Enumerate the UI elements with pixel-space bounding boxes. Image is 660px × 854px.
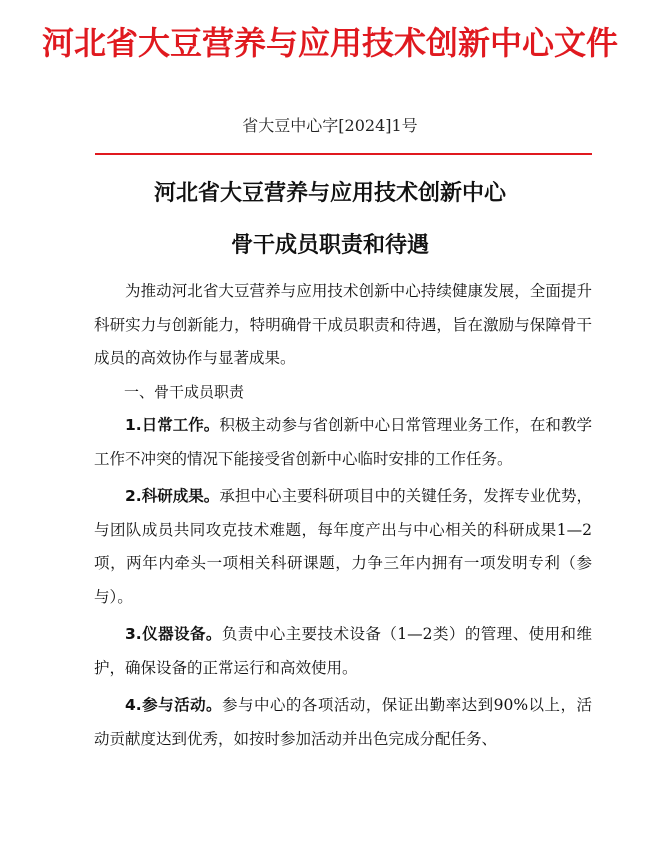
duty-item-2-lead: 2.科研成果。 [125, 487, 220, 505]
duty-item-4-lead: 4.参与活动。 [125, 696, 223, 714]
document-title-line-2: 骨干成员职责和待遇 [230, 232, 429, 258]
duty-item-2-text: 承担中心主要科研项目中的关键任务，发挥专业优势，与团队成员共同攻克技术难题，每年度产出与中心相关的科研成果1—2项，两年内牵头一项相关科研课题，力争三年内拥有一项发明专利（参与）。 [94, 487, 592, 606]
duty-item-2 [94, 480, 592, 614]
duty-item-4 [94, 689, 592, 756]
duty-item-1-lead: 1.日常工作。 [125, 416, 220, 434]
duty-item-3 [94, 618, 592, 685]
issuer-header-title: 河北省大豆营养与应用技术创新中心文件 [41, 24, 618, 62]
section-heading: 一、骨干成员职责 [124, 382, 245, 401]
red-divider-line [95, 153, 592, 155]
document-title-line-1: 河北省大豆营养与应用技术创新中心 [153, 180, 506, 206]
duty-item-1-text: 积极主动参与省创新中心日常管理业务工作，在和教学工作不冲突的情况下能接受省创新中心临时安排的工作任务。 [94, 416, 592, 468]
intro-paragraph: 为推动河北省大豆营养与应用技术创新中心持续健康发展，全面提升科研实力与创新能力，特明确骨干成员职责和待遇，旨在激励与保障骨干成员的高效协作与显著成果。 [94, 282, 592, 367]
document-number: 省大豆中心字[2024]1号 [242, 116, 418, 135]
duty-item-3-lead: 3.仪器设备。 [125, 625, 222, 643]
duty-item-4-text: 参与中心的各项活动，保证出勤率达到90%以上，活动贡献度达到优秀，如按时参加活动并出色完成分配任务、 [94, 696, 592, 748]
duty-item-1 [94, 409, 592, 476]
document-body [94, 275, 592, 756]
duty-item-3-text: 负责中心主要技术设备（1—2类）的管理、使用和维护，确保设备的正常运行和高效使用。 [94, 625, 592, 677]
